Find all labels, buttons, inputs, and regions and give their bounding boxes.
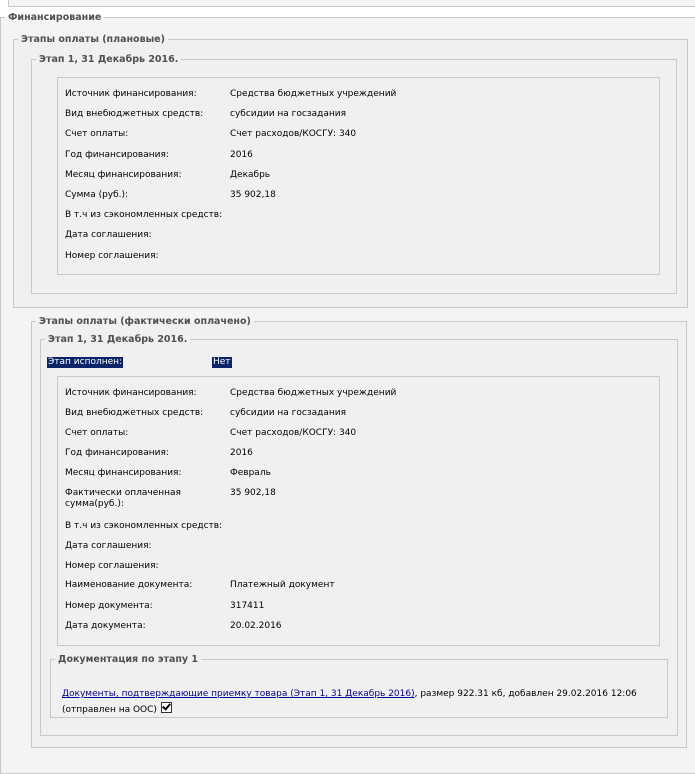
- detail-label: Наименование документа:: [65, 580, 193, 590]
- document-link[interactable]: Документы, подтверждающие приемку товара (Этап 1, 31 Декабрь 2016): [62, 689, 415, 699]
- detail-value: субсидии на госзадания: [230, 109, 347, 119]
- detail-value: Средства бюджетных учреждений: [230, 388, 397, 398]
- detail-label: Год финансирования:: [65, 448, 169, 458]
- detail-value: Средства бюджетных учреждений: [230, 89, 397, 99]
- detail-value: 35 902,18: [230, 488, 276, 498]
- detail-label: Дата соглашения:: [65, 541, 152, 551]
- detail-value: 35 902,18: [230, 190, 276, 200]
- detail-value: 317411: [230, 601, 265, 611]
- actual-stage-title: Этап 1, 31 Декабрь 2016.: [48, 334, 188, 345]
- detail-label: Фактически оплаченная сумма(руб.):: [65, 488, 181, 509]
- top-panel-edge: [8, 0, 695, 7]
- detail-value: Счет расходов/КОСГУ: 340: [230, 428, 357, 438]
- detail-value: 20.02.2016: [230, 621, 282, 631]
- detail-label: Дата соглашения:: [65, 230, 152, 240]
- detail-label: В т.ч из сэкономленных средств:: [65, 210, 223, 220]
- document-info: , размер 922.31 кб, добавлен 29.02.2016 12:06: [414, 689, 637, 699]
- stage-documents-title: Документация по этапу 1: [58, 654, 199, 665]
- detail-label: В т.ч из сэкономленных средств:: [65, 521, 223, 531]
- detail-label: Номер соглашения:: [65, 561, 159, 571]
- detail-label: Год финансирования:: [65, 150, 169, 160]
- detail-label: Дата документа:: [65, 621, 146, 631]
- financing-title: Финансирование: [8, 12, 102, 23]
- stage-completed-value: Нет: [213, 357, 231, 367]
- detail-label: Номер документа:: [65, 601, 153, 611]
- actual-stage-details: [57, 376, 660, 646]
- detail-value: Декабрь: [230, 170, 271, 180]
- detail-label: Сумма (руб.):: [65, 190, 129, 200]
- detail-label: Источник финансирования:: [65, 89, 197, 99]
- detail-label: Счет оплаты:: [65, 129, 129, 139]
- document-entry: [62, 687, 662, 717]
- detail-label: Месяц финансирования:: [65, 170, 182, 180]
- detail-label: Счет оплаты:: [65, 428, 129, 438]
- detail-value: Счет расходов/КОСГУ: 340: [230, 129, 357, 139]
- planned-stages-title: Этапы оплаты (плановые): [21, 34, 165, 45]
- detail-value: 2016: [230, 448, 253, 458]
- document-status: (отправлен на ООС): [62, 705, 157, 715]
- detail-value: 2016: [230, 150, 253, 160]
- detail-value: Февраль: [230, 468, 271, 478]
- planned-stage-title: Этап 1, 31 Декабрь 2016.: [39, 54, 179, 65]
- detail-label: Номер соглашения:: [65, 251, 159, 261]
- detail-value: субсидии на госзадания: [230, 408, 347, 418]
- detail-label: Источник финансирования:: [65, 388, 197, 398]
- detail-value: Платежный документ: [230, 580, 335, 590]
- stage-documents-section: [50, 654, 668, 718]
- detail-label: Вид внебюджетных средств:: [65, 109, 204, 119]
- stage-completed-row: [47, 357, 347, 369]
- detail-label: Месяц финансирования:: [65, 468, 182, 478]
- stage-completed-label: Этап исполнен:: [48, 357, 123, 367]
- detail-label: Вид внебюджетных средств:: [65, 408, 204, 418]
- planned-stage-details: [57, 77, 660, 275]
- actual-stages-title: Этапы оплаты (фактически оплачено): [39, 316, 251, 327]
- sent-checkbox[interactable]: [161, 702, 172, 713]
